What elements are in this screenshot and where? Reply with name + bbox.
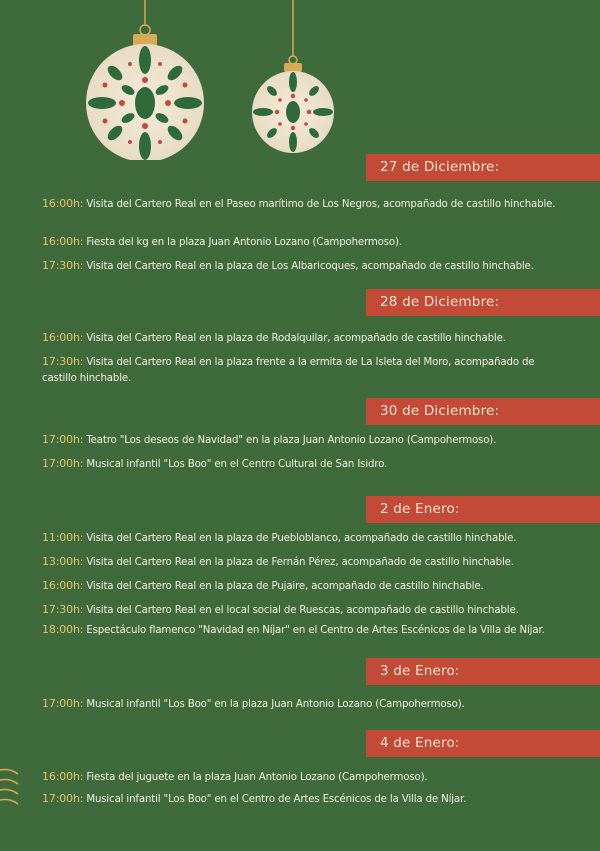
event-time: 17:30h: [42,259,84,272]
small-christmas-bauble-icon [252,0,334,153]
event-description: Visita del Cartero Real en la plaza de Rodalquilar, acompañado de castillo hinchable. [86,333,506,344]
day-banner: 2 de Enero: [366,496,600,523]
large-christmas-bauble-icon [86,0,204,160]
event-item [42,432,572,449]
event-item [42,196,572,213]
event-item [42,554,572,571]
event-item [42,769,572,786]
gold-wavy-lines-icon [0,764,22,814]
event-description: Teatro "Los deseos de Navidad" en la plaza Juan Antonio Lozano (Campohermoso). [86,435,497,446]
day-banner: 30 de Diciembre: [366,398,600,425]
day-banner: 27 de Diciembre: [366,154,600,181]
event-time: 18:00h: [42,623,84,636]
event-item [42,791,572,808]
event-item [42,258,572,275]
event-item [42,354,572,387]
event-item [42,578,572,595]
event-description: Visita del Cartero Real en el local social de Ruescas, acompañado de castillo hinchable. [86,605,519,616]
event-item [42,530,572,547]
event-description: Musical infantil "Los Boo" en la plaza Juan Antonio Lozano (Campohermoso). [86,699,465,710]
event-time: 16:00h: [42,579,84,592]
event-time: 17:00h: [42,792,84,805]
event-time: 16:00h: [42,331,84,344]
event-time: 17:00h: [42,697,84,710]
event-time: 11:00h: [42,531,84,544]
event-description: Fiesta del kg en la plaza Juan Antonio Lozano (Campohermoso). [86,237,402,248]
event-item [42,456,572,473]
day-banner: 28 de Diciembre: [366,289,600,316]
event-description: Visita del Cartero Real en la plaza de Pujaire, acompañado de castillo hinchable. [86,581,484,592]
event-description: Musical infantil "Los Boo" en el Centro de Artes Escénicos de la Villa de Níjar. [86,794,467,805]
event-description: Espectáculo flamenco "Navidad en Níjar" en el Centro de Artes Escénicos de la Villa de Níjar. [86,625,545,636]
event-description: Visita del Cartero Real en la plaza frente a la ermita de La Isleta del Moro, acompañado de castillo hinchable. [42,357,535,384]
event-description: Fiesta del juguete en la plaza Juan Antonio Lozano (Campohermoso). [86,772,428,783]
event-item [42,622,572,639]
event-time: 16:00h: [42,770,84,783]
event-description: Musical infantil "Los Boo" en el Centro Cultural de San Isidro. [86,459,388,470]
event-time: 16:00h: [42,235,84,248]
day-banner: 3 de Enero: [366,658,600,685]
day-banner: 4 de Enero: [366,730,600,757]
event-time: 17:30h: [42,603,84,616]
ornaments-decoration [0,0,600,160]
event-item [42,602,572,619]
event-item [42,696,572,713]
event-time: 13:00h: [42,555,84,568]
event-item [42,234,572,251]
event-description: Visita del Cartero Real en la plaza de Puebloblanco, acompañado de castillo hinchable. [86,533,517,544]
event-item [42,330,572,347]
event-time: 17:00h: [42,433,84,446]
event-description: Visita del Cartero Real en la plaza de Fernán Pérez, acompañado de castillo hinchable. [86,557,514,568]
event-time: 17:30h: [42,355,84,368]
event-time: 16:00h: [42,197,84,210]
event-time: 17:00h: [42,457,84,470]
event-description: Visita del Cartero Real en la plaza de Los Albaricoques, acompañado de castillo hinchable. [86,261,534,272]
event-description: Visita del Cartero Real en el Paseo marítimo de Los Negros, acompañado de castillo hinchable. [86,199,556,210]
